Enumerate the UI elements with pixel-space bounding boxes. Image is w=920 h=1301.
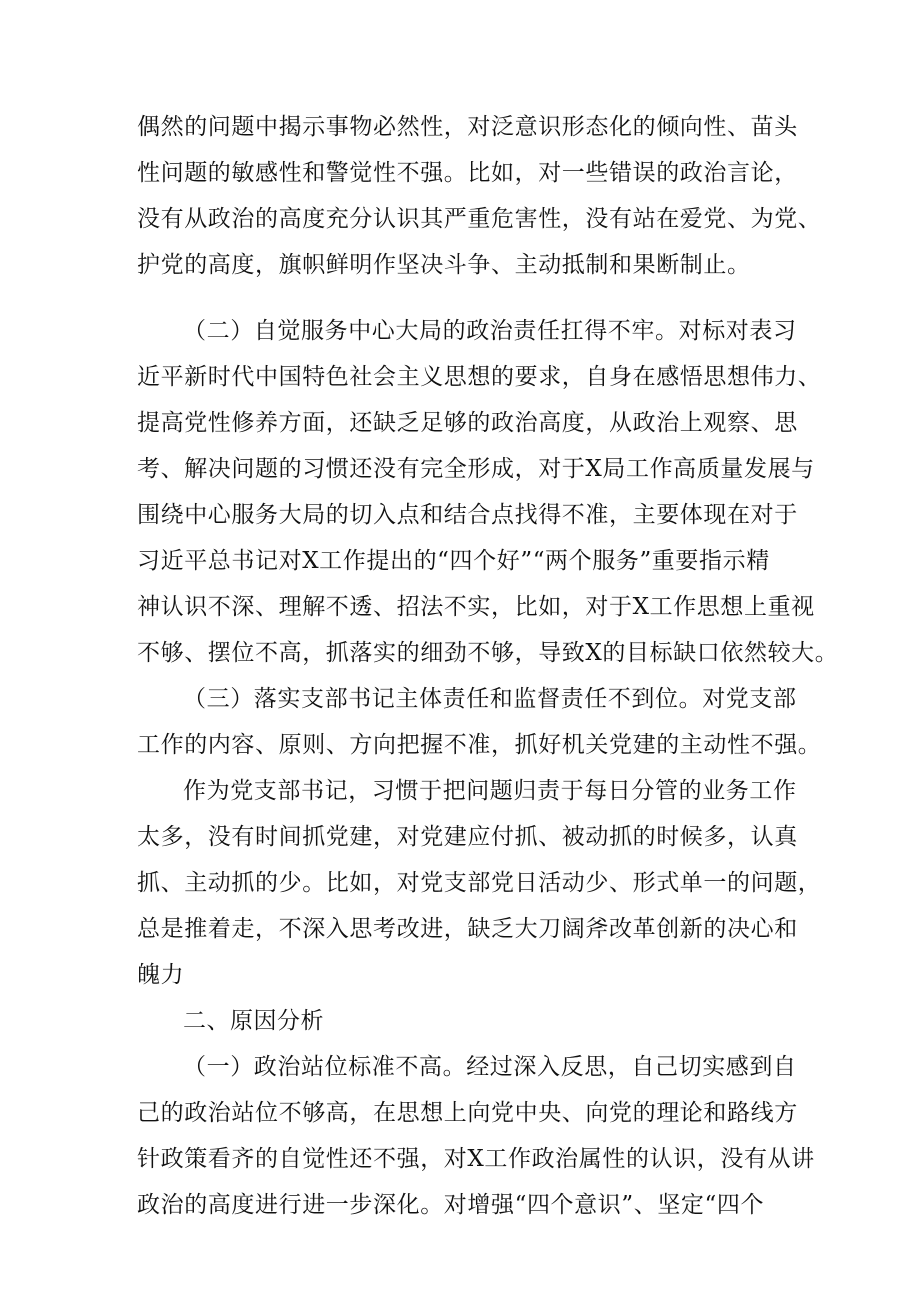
body-text-line: 性问题的敏感性和警觉性不强。比如，对一些错误的政治言论， <box>137 160 798 186</box>
body-text-line: 护党的高度，旗帜鲜明作坚决斗争、主动抵制和果断制止。 <box>137 252 751 278</box>
body-text-line: 神认识不深、理解不透、招法不实，比如，对于X工作思想上重视 <box>137 594 815 620</box>
body-text-line: 魄力 <box>137 962 185 988</box>
body-text-line: 抓、主动抓的少。比如，对党支部党日活动少、形式单一的问题， <box>137 870 822 896</box>
paragraph-first-line: （三）落实支部书记主体责任和监督责任不到位。对党支部 <box>183 686 797 712</box>
body-text-line: 没有从政治的高度充分认识其严重危害性，没有站在爱党、为党、 <box>137 206 822 232</box>
paragraph-first-line: 作为党支部书记，习惯于把问题归责于每日分管的业务工作 <box>183 778 797 804</box>
body-text-line: 习近平总书记对X工作提出的“四个好”“两个服务”重要指示精 <box>137 548 770 574</box>
body-text-line: 不够、摆位不高，抓落实的细劲不够，导致X的目标缺口依然较大。 <box>137 640 839 666</box>
body-text-line: 工作的内容、原则、方向把握不准，抓好机关党建的主动性不强。 <box>137 732 822 758</box>
section-heading: 二、原因分析 <box>183 1008 324 1034</box>
paragraph-first-line: （二）自觉服务中心大局的政治责任扛得不牢。对标对表习 <box>183 318 797 344</box>
body-text-line: 己的政治站位不够高，在思想上向党中央、向党的理论和路线方 <box>137 1100 798 1126</box>
body-text-line: 政治的高度进行进一步深化。对增强“四个意识”、坚定“四个 <box>137 1192 765 1218</box>
body-text-line: 围绕中心服务大局的切入点和结合点找得不准，主要体现在对于 <box>137 502 798 528</box>
body-text-line: 偶然的问题中揭示事物必然性，对泛意识形态化的倾向性、苗头 <box>137 114 798 140</box>
body-text-line: 近平新时代中国特色社会主义思想的要求，自身在感悟思想伟力、 <box>137 364 822 390</box>
body-text-line: 提高党性修养方面，还缺乏足够的政治高度，从政治上观察、思 <box>137 410 798 436</box>
body-text-line: 考、解决问题的习惯还没有完全形成，对于X局工作高质量发展与 <box>137 456 815 482</box>
body-text-line: 太多，没有时间抓党建，对党建应付抓、被动抓的时候多，认真 <box>137 824 798 850</box>
body-text-line: 针政策看齐的自觉性还不强，对X工作政治属性的认识，没有从讲 <box>137 1146 815 1172</box>
body-text-line: 总是推着走，不深入思考改进，缺乏大刀阔斧改革创新的决心和 <box>137 916 798 942</box>
paragraph-first-line: （一）政治站位标准不高。经过深入反思，自己切实感到自 <box>183 1054 797 1080</box>
